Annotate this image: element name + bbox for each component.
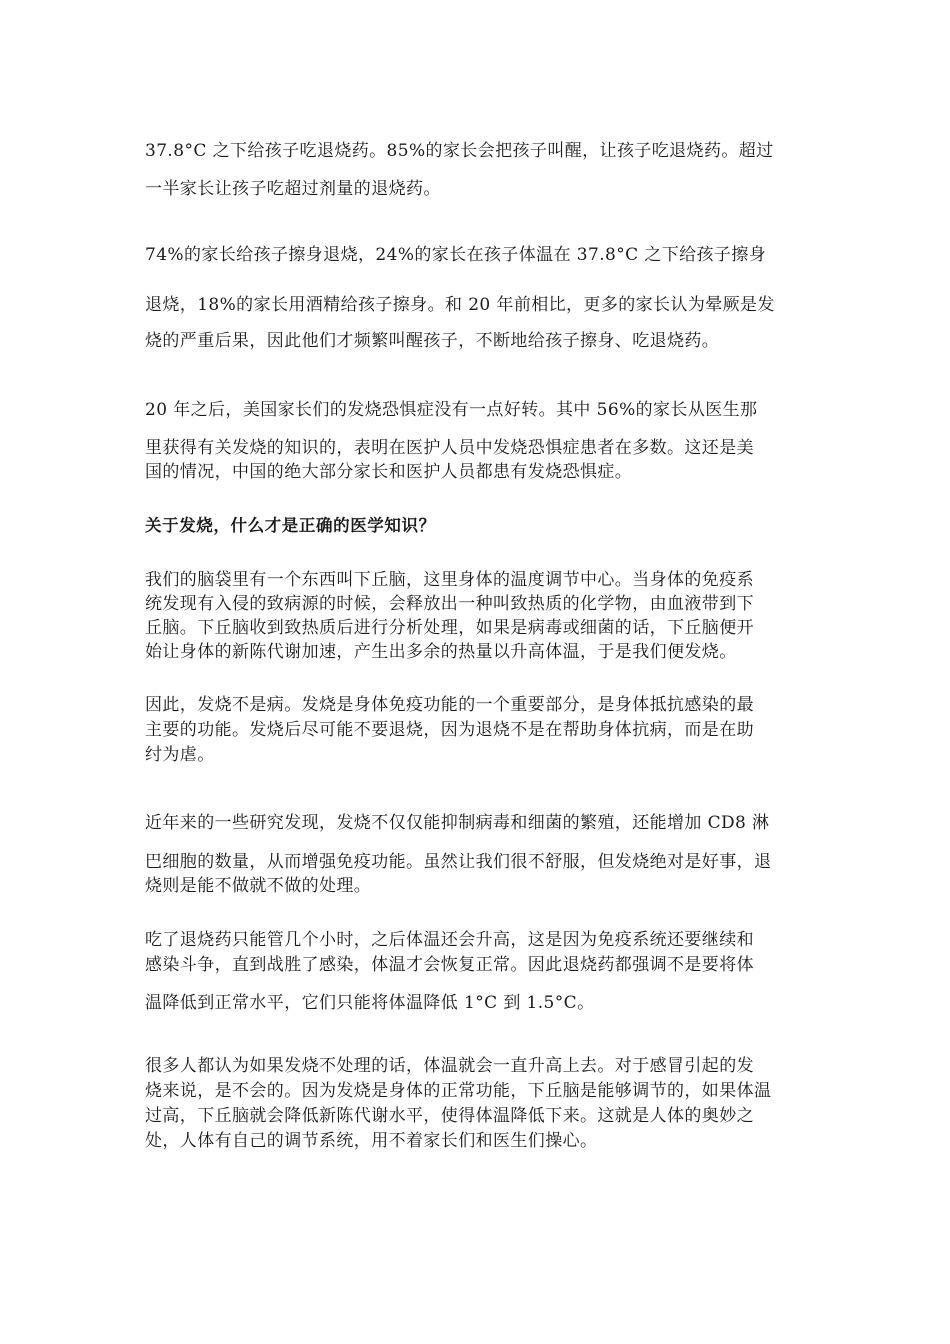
document-page: 37.8°C 之下给孩子吃退烧药。85%的家长会把孩子叫醒，让孩子吃退烧药。超过 一半家长让孩子吃超过剂量的退烧药。 74%的家长给孩子擦身退烧，24%的家长在孩子体温在 37.8°C 之下给孩子擦身 退烧，18%的家长用酒精给孩子擦身。和 20 年前相比，更多的家长认为晕厥是发 烧的严重后果，因此他们才频繁叫醒孩子，不断地给孩子擦身、吃退烧药。 20 年之后，美国家长们的发烧恐惧症没有一点好转。其中 56%的家长从医生那 里获得有关发烧的知识的，表明在医护人员中发烧恐惧症患者在多数。这还是美 国的情况，中国的绝大部分家长和医护人员都患有发烧恐惧症。 关于发烧，什么才是正确的医学知识？ 我们的脑袋里有一个东西叫下丘脑，这里身体的温度调节中心。当身体的免疫系 统发现有入侵的致病源的时候，会释放出一种叫致热质的化学物，由血液带到下 丘脑。下丘脑收到致热质后进行分析处理，如果是病毒或细菌的话，下丘脑便开 始让身体的新陈代谢加速，产生出多余的热量以升高体温，于是我们便发烧。 因此，发烧不是病。发烧是身体免疫功能的一个重要部分，是身体抵抗感染的最 主要的功能。发烧后尽可能不要退烧，因为退烧不是在帮助身体抗病，而是在助 纣为虐。 近年来的一些研究发现，发烧不仅仅能抑制病毒和细菌的繁殖，还能增加 CD8 淋 巴细胞的数量，从而增强免疫功能。虽然让我们很不舒服，但发烧绝对是好事，退 烧则是能不做就不做的处理。 吃了退烧药只能管几个小时，之后体温还会升高，这是因为免疫系统还要继续和 感染斗争，直到战胜了感染，体温才会恢复正常。因此退烧药都强调不是要将体 温降低到正常水平，它们只能将体温降低 1°C 到 1.5°C。 很多人都认为如果发烧不处理的话，体温就会一直升高上去。对于感冒引起的发 烧来说，是不会的。因为发烧是身体的正常功能，下丘脑是能够调节的，如果体温 过高，下丘脑就会降低新陈代谢水平，使得体温降低下来。这就是人体的奥妙之 处，人体有自己的调节系统，用不着家长们和医生们操心。 (0, 0, 950, 1344)
section-heading: 关于发烧，什么才是正确的医学知识？ (145, 516, 436, 535)
